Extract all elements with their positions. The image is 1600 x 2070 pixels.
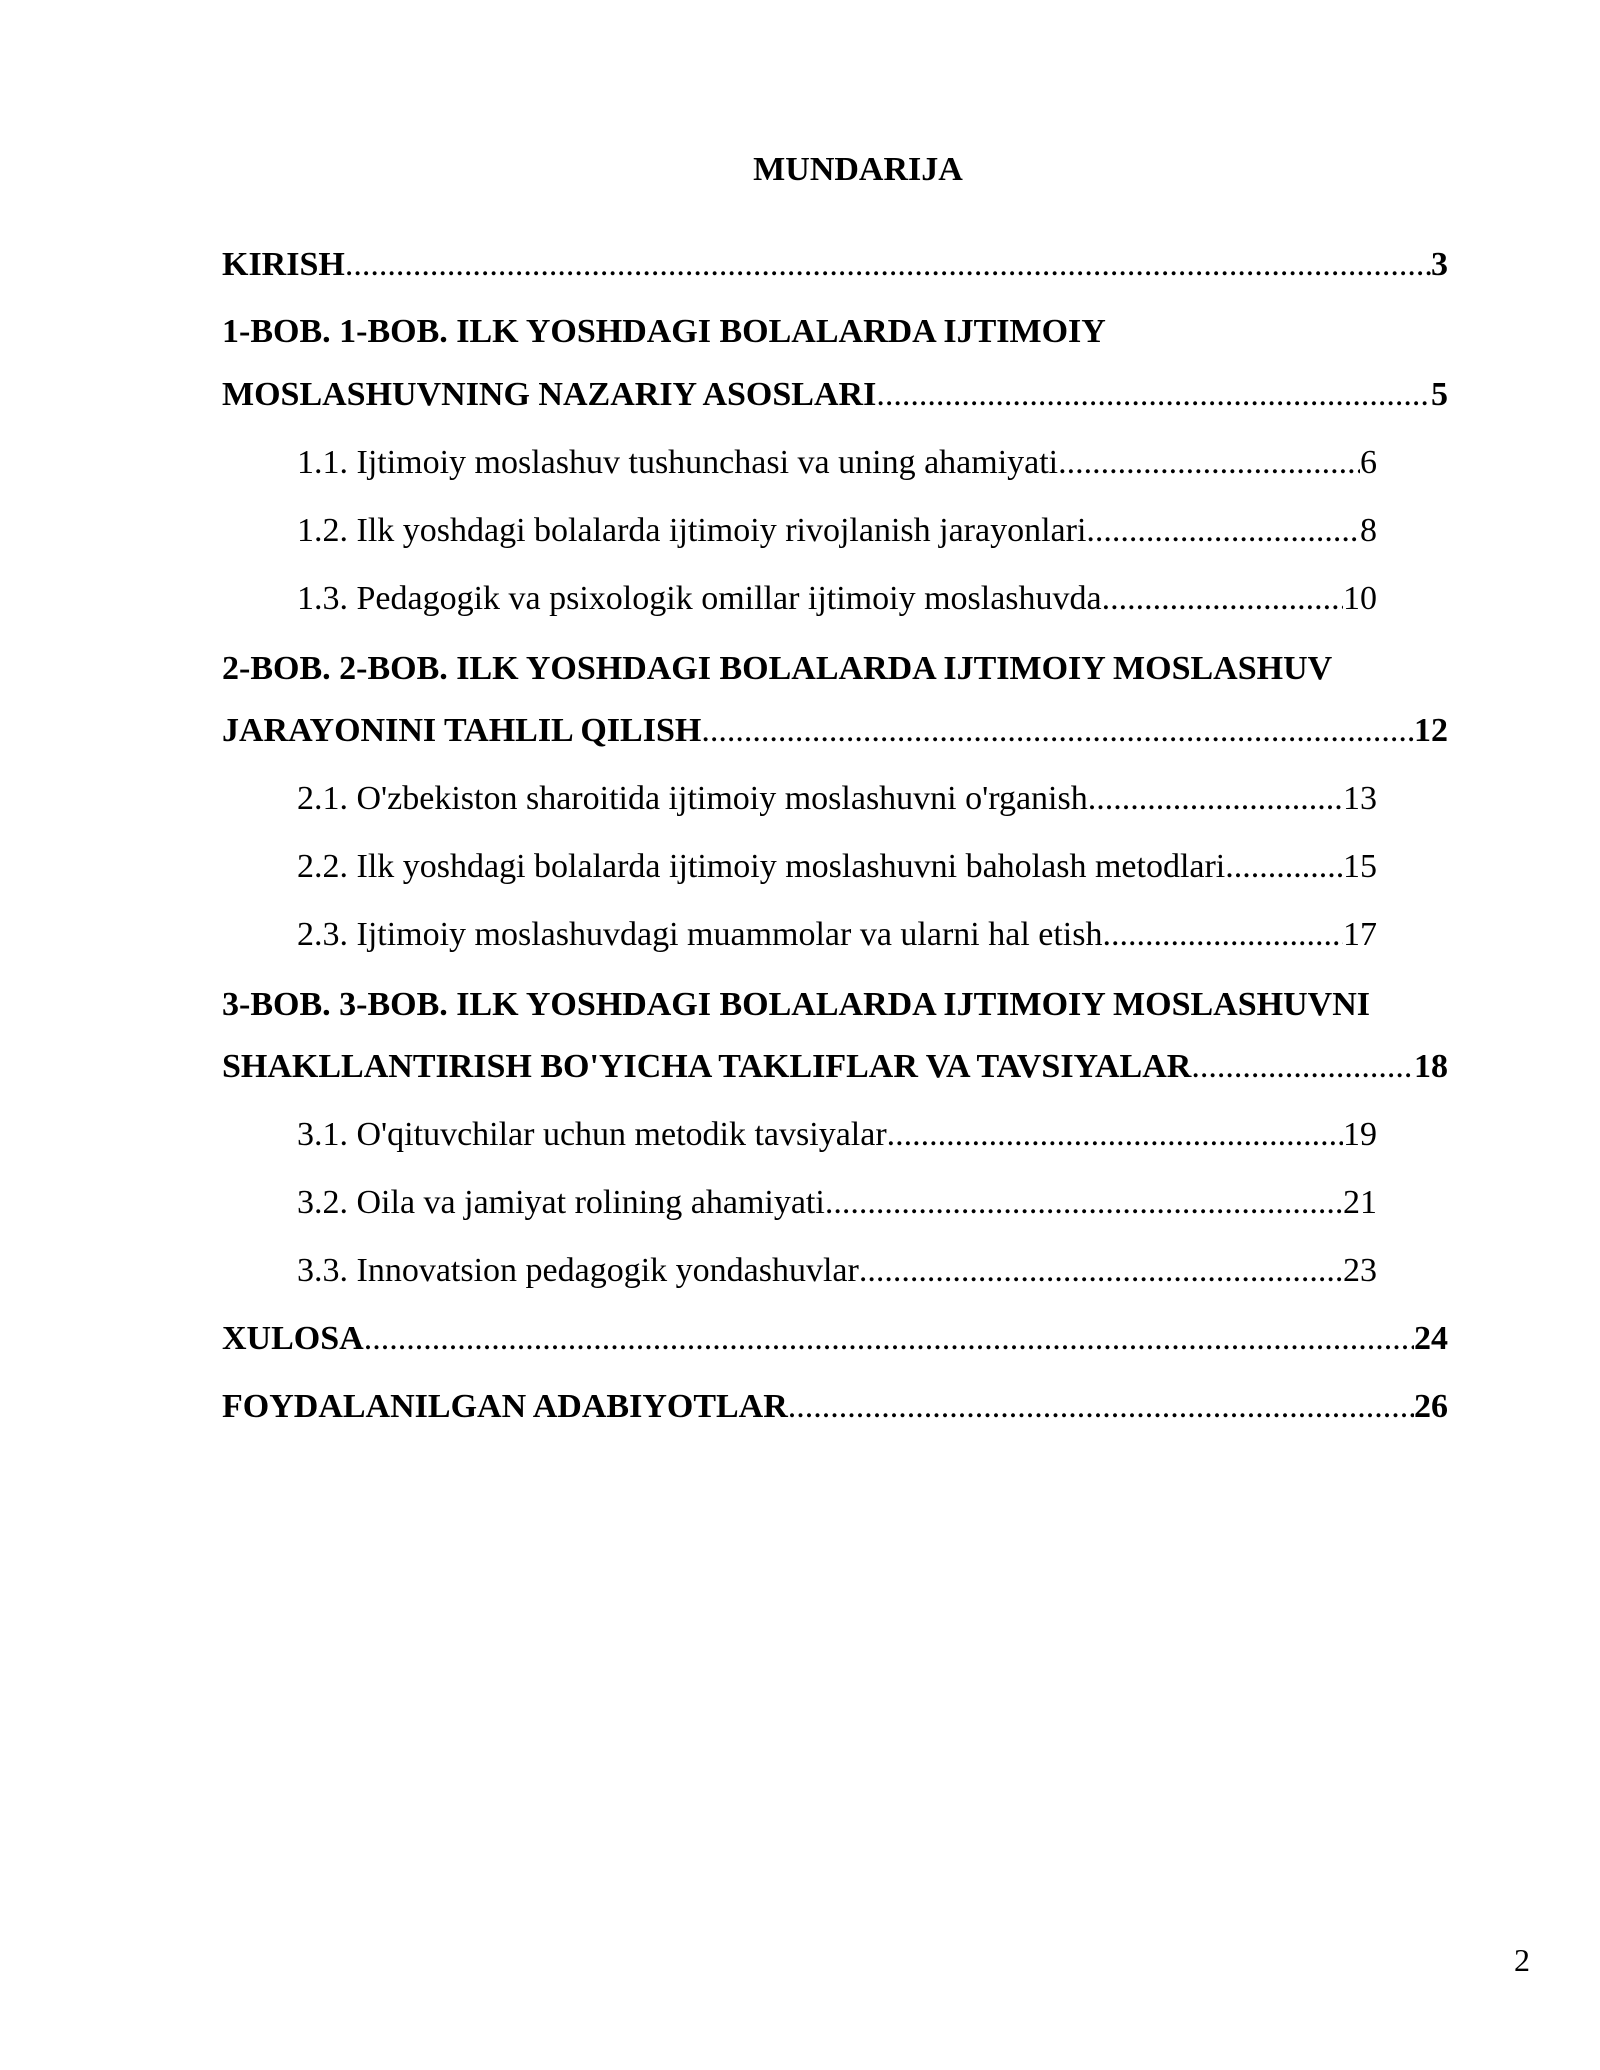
dot-leader (1102, 913, 1343, 957)
toc-entry-3-3[interactable] (297, 1249, 1377, 1293)
toc-entry-page: 8 (1360, 512, 1377, 549)
toc-entry-chapter-3[interactable] (222, 1045, 1448, 1089)
toc-entry-label: 3.1. O'qituvchilar uchun metodik tavsiyalar (297, 1116, 887, 1153)
dot-leader (701, 709, 1414, 753)
toc-entry-page: 10 (1343, 580, 1377, 617)
toc-entry-1-2[interactable] (297, 509, 1377, 553)
dot-leader (887, 1113, 1343, 1157)
toc-entry-label: XULOSA (222, 1320, 364, 1357)
toc-entry-1-1[interactable] (297, 441, 1377, 485)
toc-entry-kirish[interactable] (222, 243, 1448, 287)
toc-entry-label: KIRISH (222, 246, 345, 283)
toc-entry-label: 1.1. Ijtimoiy moslashuv tushunchasi va uning ahamiyati (297, 444, 1059, 481)
toc-entry-page: 13 (1343, 780, 1377, 817)
toc-entry-2-1[interactable] (297, 777, 1377, 821)
toc-entry-page: 6 (1360, 444, 1377, 481)
toc-entry-page: 15 (1343, 848, 1377, 885)
toc-entry-page: 26 (1414, 1388, 1448, 1425)
toc-entry-page: 12 (1414, 712, 1448, 749)
toc-entry-page: 3 (1431, 246, 1448, 283)
toc-entry-label: 2.1. O'zbekiston sharoitida ijtimoiy moslashuvni o'rganish (297, 780, 1088, 817)
dot-leader (364, 1317, 1414, 1361)
toc-entry-2-2[interactable] (297, 845, 1377, 889)
dot-leader (876, 373, 1431, 417)
toc-title: MUNDARIJA (753, 151, 963, 188)
toc-entry-adabiyotlar[interactable] (222, 1385, 1448, 1429)
toc-chapter-1-title-line1[interactable]: 1-BOB. 1-BOB. ILK YOSHDAGI BOLALARDA IJTIMOIY (222, 313, 1106, 350)
toc-entry-page: 24 (1414, 1320, 1448, 1357)
toc-entry-label: 2.3. Ijtimoiy moslashuvdagi muammolar va ularni hal etish (297, 916, 1103, 953)
toc-entry-page: 23 (1343, 1252, 1377, 1289)
toc-entry-chapter-2[interactable] (222, 709, 1448, 753)
dot-leader (1225, 845, 1343, 889)
toc-chapter-2-title-line1[interactable]: 2-BOB. 2-BOB. ILK YOSHDAGI BOLALARDA IJTIMOIY MOSLASHUV (222, 650, 1333, 687)
dot-leader (1086, 509, 1360, 553)
toc-entry-xulosa[interactable] (222, 1317, 1448, 1361)
toc-entry-label: 1.3. Pedagogik va psixologik omillar ijtimoiy moslashuvda (297, 580, 1102, 617)
dot-leader (825, 1181, 1343, 1225)
toc-entry-label: SHAKLLANTIRISH BO'YICHA TAKLIFLAR VA TAVSIYALAR (222, 1048, 1192, 1085)
dot-leader (345, 243, 1431, 287)
toc-entry-label: MOSLASHUVNING NAZARIY ASOSLARI (222, 376, 877, 413)
dot-leader (859, 1249, 1343, 1293)
page-number: 2 (1514, 1942, 1530, 1978)
toc-entry-label: 1.2. Ilk yoshdagi bolalarda ijtimoiy rivojlanish jarayonlari (297, 512, 1087, 549)
toc-chapter-3-title-line1[interactable]: 3-BOB. 3-BOB. ILK YOSHDAGI BOLALARDA IJTIMOIY MOSLASHUVNI (222, 986, 1370, 1023)
toc-entry-label: 3.3. Innovatsion pedagogik yondashuvlar (297, 1252, 859, 1289)
dot-leader (1102, 577, 1343, 621)
toc-entry-label: JARAYONINI TAHLIL QILISH (222, 712, 702, 749)
toc-entry-page: 19 (1343, 1116, 1377, 1153)
toc-entry-3-1[interactable] (297, 1113, 1377, 1157)
toc-entry-page: 21 (1343, 1184, 1377, 1221)
dot-leader (1058, 441, 1360, 485)
toc-entry-label: FOYDALANILGAN ADABIYOTLAR (222, 1388, 788, 1425)
toc-entry-page: 18 (1414, 1048, 1448, 1085)
toc-entry-label: 3.2. Oila va jamiyat rolining ahamiyati (297, 1184, 825, 1221)
toc-entry-3-2[interactable] (297, 1181, 1377, 1225)
toc-entry-chapter-1[interactable] (222, 373, 1448, 417)
toc-entry-page: 17 (1343, 916, 1377, 953)
dot-leader (1191, 1045, 1414, 1089)
dot-leader (1088, 777, 1343, 821)
toc-entry-2-3[interactable] (297, 913, 1377, 957)
toc-entry-label: 2.2. Ilk yoshdagi bolalarda ijtimoiy moslashuvni baholash metodlari (297, 848, 1226, 885)
toc-entry-page: 5 (1431, 376, 1448, 413)
toc-entry-1-3[interactable] (297, 577, 1377, 621)
dot-leader (788, 1385, 1414, 1429)
